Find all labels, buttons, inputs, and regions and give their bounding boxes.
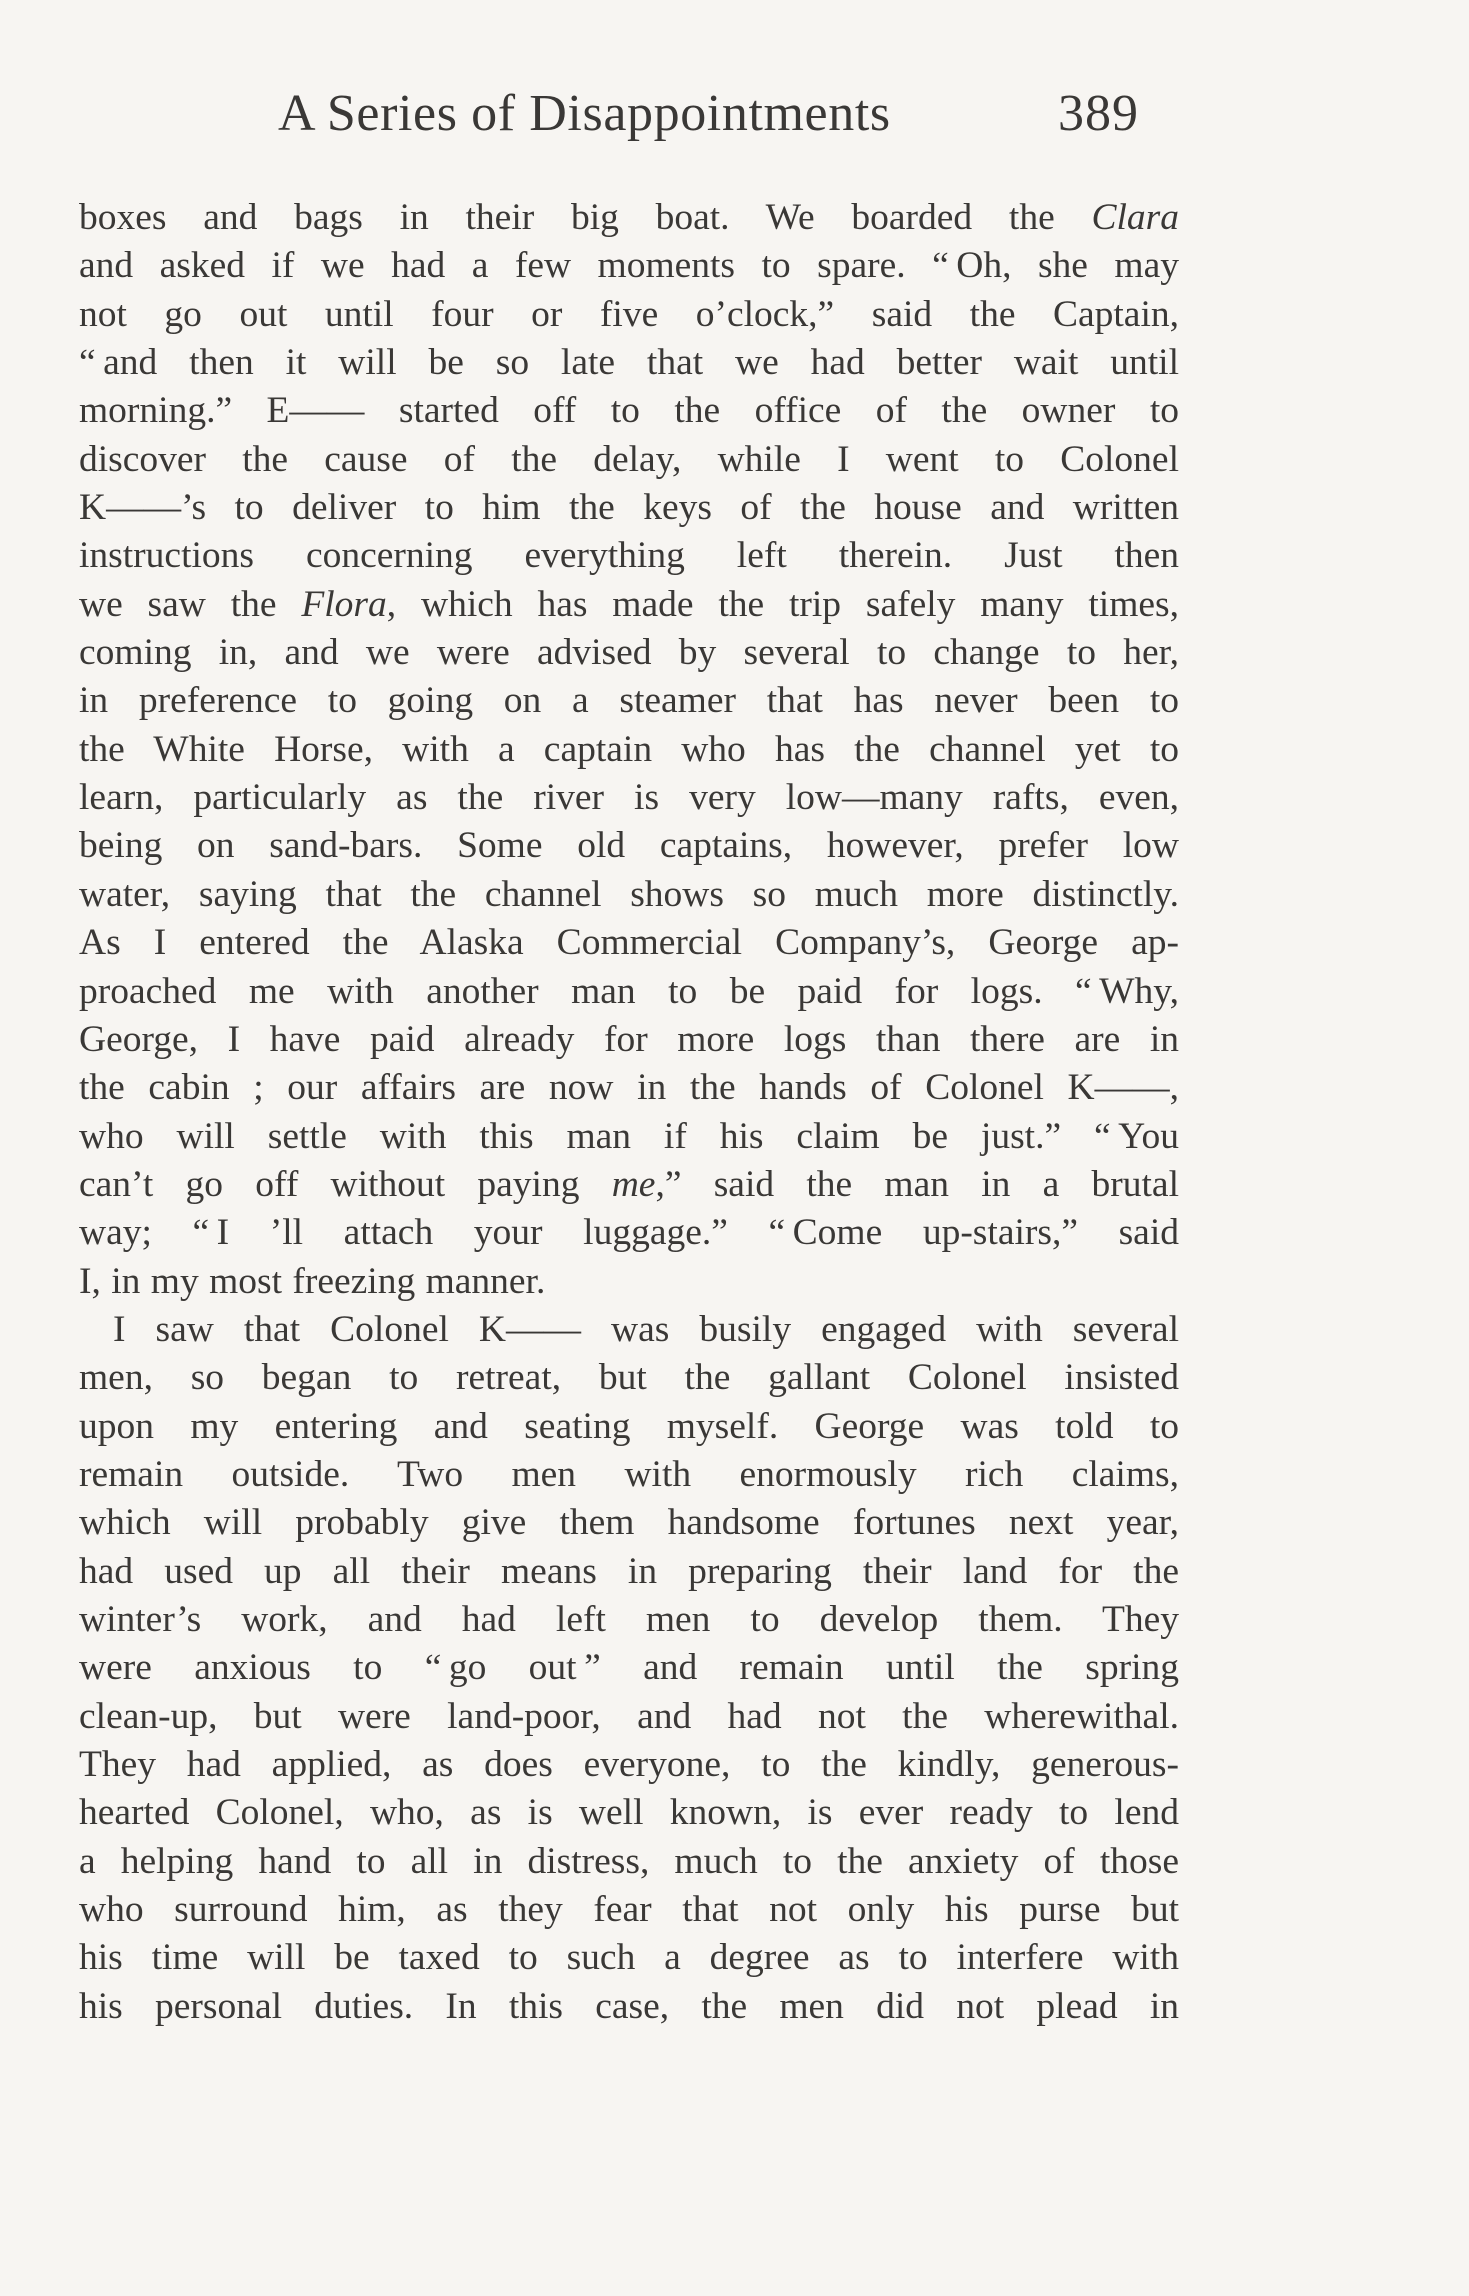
text-line: “ and then it will be so late that we had better wait until: [79, 342, 1179, 384]
text-line: can’t go off without paying me,” said the man in a brutal: [79, 1163, 1179, 1205]
running-header: [0, 82, 1469, 146]
text-line: were anxious to “ go out ” and remain until the spring: [79, 1647, 1179, 1689]
text-line: his personal duties. In this case, the men did not plead in: [79, 1985, 1179, 2027]
text-line: and asked if we had a few moments to spare. “ Oh, she may: [79, 245, 1179, 287]
text-line: who will settle with this man if his claim be just.” “ You: [79, 1115, 1179, 1157]
text-line: hearted Colonel, who, as is well known, is ever ready to lend: [79, 1792, 1179, 1834]
text-line: discover the cause of the delay, while I went to Colonel: [79, 438, 1179, 480]
text-line: I, in my most freezing manner.: [79, 1260, 546, 1302]
text-line: we saw the Flora, which has made the trip safely many times,: [79, 583, 1180, 625]
text-line: As I entered the Alaska Commercial Company’s, George ap-: [79, 922, 1179, 964]
text-line: water, saying that the channel shows so much more distinctly.: [79, 873, 1179, 915]
text-line: who surround him, as they fear that not only his purse but: [79, 1889, 1179, 1931]
text-line: had used up all their means in preparing their land for the: [79, 1550, 1179, 1592]
text-line: upon my entering and seating myself. George was told to: [79, 1405, 1179, 1447]
chapter-title: A Series of Disappointments: [278, 85, 891, 142]
text-line: instructions concerning everything left therein. Just then: [79, 535, 1179, 577]
text-line: remain outside. Two men with enormously rich claims,: [79, 1453, 1179, 1495]
text-line: learn, particularly as the river is very low—many rafts, even,: [79, 777, 1179, 819]
body-text: [79, 194, 1179, 2031]
page-number: 389: [1058, 85, 1139, 142]
text-line: men, so began to retreat, but the gallant Colonel insisted: [79, 1357, 1179, 1399]
text-line: way; “ I ’ll attach your luggage.” “ Come up-stairs,” said: [79, 1212, 1179, 1254]
text-line: George, I have paid already for more logs than there are in: [79, 1018, 1179, 1060]
text-line: clean-up, but were land-poor, and had not the wherewithal.: [79, 1695, 1179, 1737]
text-line: They had applied, as does everyone, to the kindly, generous-: [79, 1744, 1179, 1785]
text-line: his time will be taxed to such a degree as to interfere with: [79, 1937, 1179, 1979]
text-line: boxes and bags in their big boat. We boarded the Clara: [79, 197, 1179, 238]
text-line: not go out until four or five o’clock,” said the Captain,: [79, 293, 1179, 335]
text-line: the White Horse, with a captain who has the channel yet to: [79, 728, 1179, 770]
text-line: which will probably give them handsome fortunes next year,: [79, 1502, 1179, 1544]
text-line: in preference to going on a steamer that has never been to: [79, 680, 1179, 722]
text-line: a helping hand to all in distress, much to the anxiety of those: [79, 1840, 1179, 1882]
text-line: K——’s to deliver to him the keys of the house and written: [79, 487, 1179, 529]
text-line: proached me with another man to be paid for logs. “ Why,: [79, 970, 1179, 1012]
text-line: coming in, and we were advised by several to change to her,: [79, 632, 1179, 674]
text-line: being on sand-bars. Some old captains, however, prefer low: [79, 825, 1179, 867]
text-line: winter’s work, and had left men to develop them. They: [79, 1598, 1179, 1640]
text-line: the cabin ; our affairs are now in the hands of Colonel K——,: [79, 1067, 1179, 1109]
text-line: morning.” E—— started off to the office of the owner to: [79, 390, 1179, 432]
text-line: I saw that Colonel K—— was busily engaged with several: [113, 1308, 1179, 1350]
